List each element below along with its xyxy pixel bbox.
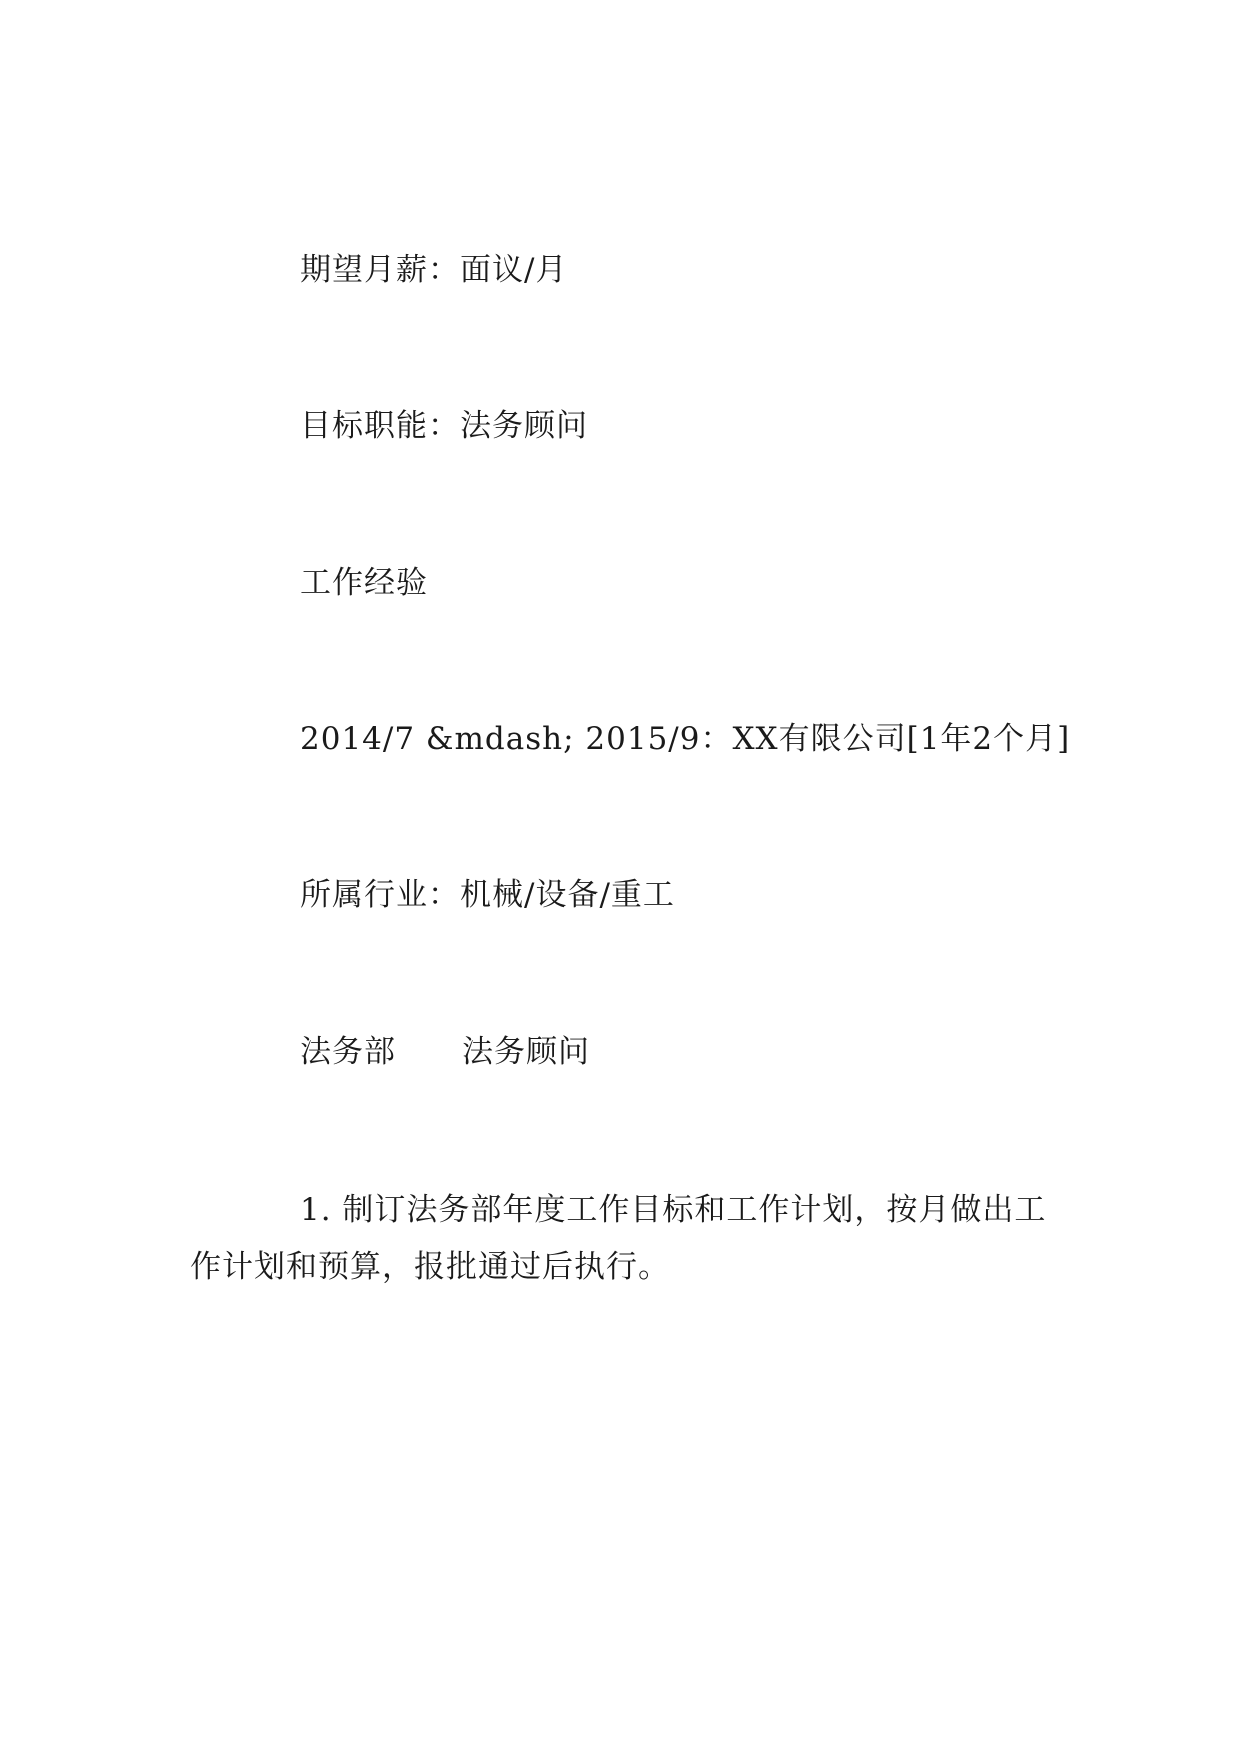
work-experience-heading: 工作经验 [300,565,428,601]
duty-item-1: 1. 制订法务部年度工作目标和工作计划，按月做出工作计划和预算，报批通过后执行。 [190,1192,1047,1285]
position-label: 法务顾问 [462,1034,590,1070]
department-label: 法务部 [300,1034,396,1070]
target-function-line: 目标职能：法务顾问 [300,408,588,444]
expected-salary-line: 期望月薪：面议/月 [300,252,568,288]
employment-period-line: 2014/7 &mdash; 2015/9：XX有限公司[1年2个月] [300,721,1071,757]
department-position-line [300,1032,590,1072]
industry-line: 所属行业：机械/设备/重工 [300,877,675,913]
